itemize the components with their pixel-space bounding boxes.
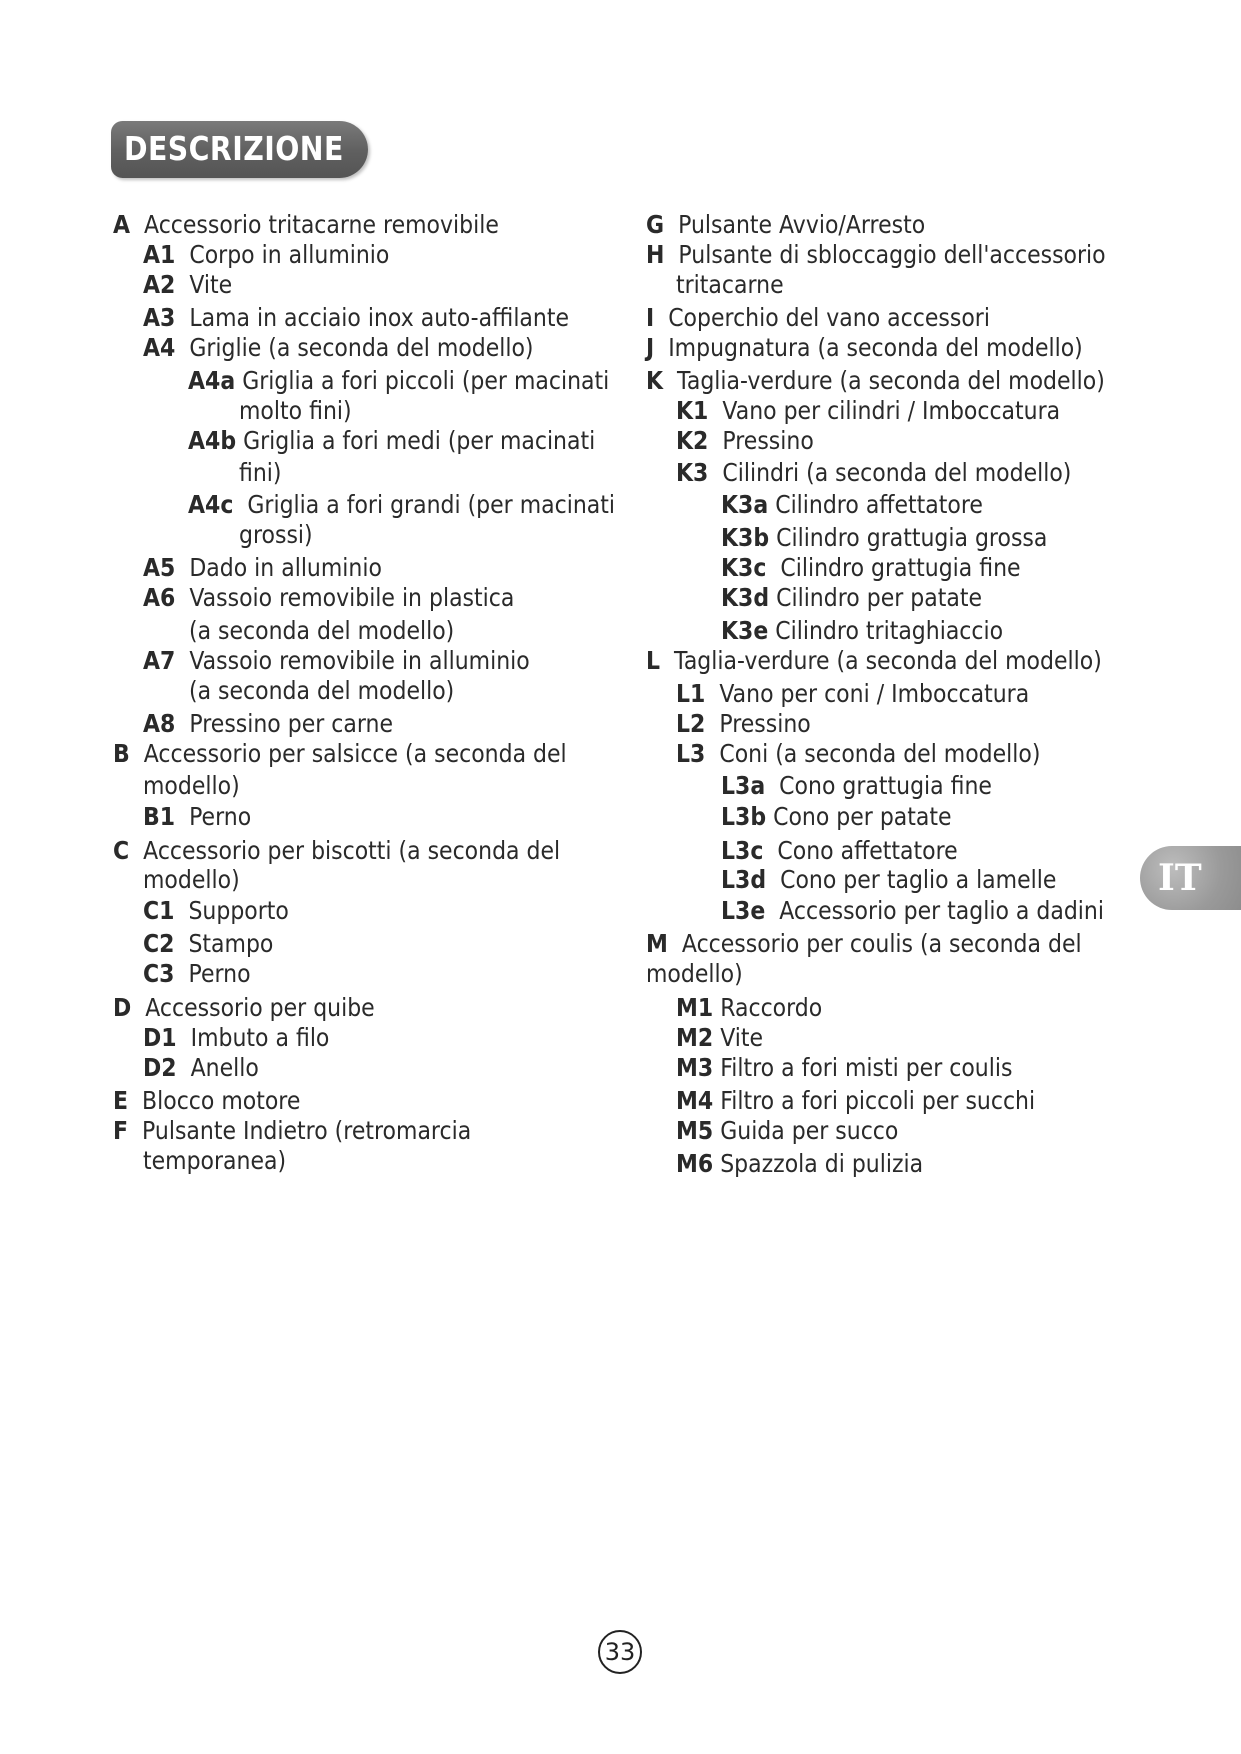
- item-text: Dado in alluminio: [189, 553, 382, 582]
- item-text-continued: temporanea): [143, 1146, 287, 1175]
- item-code: A1: [143, 240, 176, 269]
- item-code: H: [646, 240, 665, 269]
- item-code: B: [113, 739, 130, 768]
- item-code: E: [113, 1086, 129, 1115]
- list-item: [721, 896, 1104, 926]
- item-text-continued: tritacarne: [676, 270, 784, 299]
- item-text: Guida per succo: [720, 1116, 899, 1145]
- item-text: Raccordo: [720, 993, 823, 1022]
- item-text: Filtro a fori misti per coulis: [720, 1053, 1013, 1082]
- item-text: Griglia a fori medi (per macinati: [243, 426, 596, 455]
- item-code: K1: [676, 396, 709, 425]
- item-code: J: [646, 333, 655, 362]
- list-item: [676, 458, 1071, 488]
- item-code: A4: [143, 333, 176, 362]
- list-item: [143, 896, 289, 926]
- item-text: Vano per coni / Imboccatura: [719, 679, 1030, 708]
- list-item: [676, 709, 811, 739]
- item-code: K3e: [721, 616, 769, 645]
- item-text-continued: grossi): [239, 520, 313, 549]
- item-text-continued: (a seconda del modello): [189, 616, 455, 645]
- item-code: L3e: [721, 896, 766, 925]
- item-text: Cono affettatore: [777, 836, 958, 865]
- item-text: Vassoio removibile in alluminio: [189, 646, 530, 675]
- item-text: Taglia-verdure (a seconda del modello): [674, 646, 1102, 675]
- item-text: Lama in acciaio inox auto-affilante: [189, 303, 570, 332]
- item-code: A4b: [188, 426, 237, 455]
- item-text: Griglia a fori grandi (per macinati: [247, 490, 615, 519]
- item-code: F: [113, 1116, 129, 1145]
- list-item: [143, 583, 514, 613]
- item-text: Cilindro affettatore: [775, 490, 983, 519]
- item-text: Vassoio removibile in plastica: [189, 583, 515, 612]
- list-item: [143, 929, 273, 959]
- list-item: [721, 836, 958, 866]
- item-code: M4: [676, 1086, 714, 1115]
- item-text: Impugnatura (a seconda del modello): [668, 333, 1083, 362]
- list-item: [143, 709, 393, 739]
- item-text-continued: molto fini): [239, 396, 352, 425]
- item-code: L: [646, 646, 661, 675]
- list-item: [721, 802, 952, 832]
- item-text: Accessorio tritacarne removibile: [144, 210, 499, 239]
- item-text: Perno: [188, 959, 251, 988]
- item-code: M1: [676, 993, 714, 1022]
- item-code: K3b: [721, 523, 770, 552]
- item-code: M6: [676, 1149, 714, 1178]
- item-text-continued: modello): [646, 959, 743, 988]
- item-code: M2: [676, 1023, 714, 1052]
- list-item: [143, 959, 251, 989]
- item-text: Coni (a seconda del modello): [719, 739, 1041, 768]
- item-text: Corpo in alluminio: [189, 240, 390, 269]
- list-item: [721, 865, 1056, 895]
- list-item: [676, 739, 1040, 769]
- list-item: [646, 929, 1082, 959]
- item-code: L1: [676, 679, 706, 708]
- item-code: C1: [143, 896, 175, 925]
- item-text: Pressino: [719, 709, 811, 738]
- item-code: M3: [676, 1053, 714, 1082]
- list-item: [188, 490, 615, 520]
- item-text: Accessorio per salsicce (a seconda del: [143, 739, 567, 768]
- list-item: [676, 396, 1060, 426]
- list-item: [721, 771, 992, 801]
- list-item: [113, 1086, 300, 1116]
- item-code: D1: [143, 1023, 177, 1052]
- item-text: Anello: [190, 1053, 259, 1082]
- list-item: [676, 1053, 1012, 1083]
- list-item: [113, 993, 375, 1023]
- item-text: Pulsante di sbloccaggio dell'accessorio: [678, 240, 1106, 269]
- item-text: Pulsante Indietro (retromarcia: [142, 1116, 472, 1145]
- item-text: Spazzola di pulizia: [720, 1149, 924, 1178]
- item-text: Vano per cilindri / Imboccatura: [722, 396, 1061, 425]
- list-item: [143, 333, 534, 363]
- item-text: Vite: [720, 1023, 764, 1052]
- list-item: [721, 490, 983, 520]
- item-text: Accessorio per coulis (a seconda del: [681, 929, 1082, 958]
- item-text-continued: (a seconda del modello): [189, 676, 455, 705]
- item-code: C3: [143, 959, 175, 988]
- list-item: [676, 993, 822, 1023]
- item-text: Taglia-verdure (a seconda del modello): [677, 366, 1105, 395]
- item-text: Cilindro per patate: [776, 583, 982, 612]
- list-item: [143, 1023, 329, 1053]
- list-item: [143, 240, 389, 270]
- item-code: L3d: [721, 865, 767, 894]
- item-text: Perno: [189, 802, 252, 831]
- list-item: [646, 303, 990, 333]
- item-text: Supporto: [188, 896, 289, 925]
- list-item: [721, 523, 1047, 553]
- item-code: A2: [143, 270, 176, 299]
- list-item: [188, 366, 609, 396]
- item-code: L3c: [721, 836, 764, 865]
- item-code: I: [646, 303, 655, 332]
- item-text: Imbuto a filo: [190, 1023, 330, 1052]
- item-code: A5: [143, 553, 176, 582]
- item-text: Pulsante Avvio/Arresto: [678, 210, 926, 239]
- item-code: A3: [143, 303, 176, 332]
- list-item: [676, 1023, 763, 1053]
- item-code: A4a: [188, 366, 236, 395]
- list-item: [676, 679, 1029, 709]
- list-item: [143, 1053, 259, 1083]
- item-text: Pressino per carne: [189, 709, 394, 738]
- list-item: [646, 333, 1083, 363]
- item-code: M: [646, 929, 668, 958]
- item-text: Coperchio del vano accessori: [668, 303, 990, 332]
- list-item: [113, 210, 499, 240]
- item-text: Cilindro tritaghiaccio: [775, 616, 1004, 645]
- item-text: Cono per taglio a lamelle: [780, 865, 1057, 894]
- item-code: D2: [143, 1053, 177, 1082]
- list-item: [143, 802, 251, 832]
- item-text: Accessorio per taglio a dadini: [779, 896, 1104, 925]
- item-code: G: [646, 210, 665, 239]
- item-code: K: [646, 366, 664, 395]
- item-text: Filtro a fori piccoli per succhi: [720, 1086, 1036, 1115]
- language-tab-label: IT: [1158, 857, 1202, 899]
- item-text: Vite: [189, 270, 233, 299]
- item-code: K2: [676, 426, 709, 455]
- list-item: [721, 553, 1021, 583]
- list-item: [676, 426, 814, 456]
- item-code: K3d: [721, 583, 770, 612]
- item-text-continued: fini): [239, 458, 282, 487]
- list-item: [143, 270, 232, 300]
- item-code: A8: [143, 709, 176, 738]
- item-code: D: [113, 993, 132, 1022]
- item-text: Cilindro grattugia grossa: [776, 523, 1048, 552]
- item-code: C2: [143, 929, 175, 958]
- list-item: [646, 240, 1106, 270]
- list-item: [143, 646, 530, 676]
- item-code: L2: [676, 709, 706, 738]
- item-code: M5: [676, 1116, 714, 1145]
- list-item: [721, 583, 982, 613]
- item-text: Cono per patate: [773, 802, 952, 831]
- item-code: L3a: [721, 771, 766, 800]
- item-text: Blocco motore: [142, 1086, 301, 1115]
- item-text: Griglie (a seconda del modello): [189, 333, 534, 362]
- item-text-continued: modello): [143, 771, 240, 800]
- item-text: Accessorio per quibe: [145, 993, 375, 1022]
- page-number: 33: [598, 1630, 642, 1674]
- item-text: Cilindri (a seconda del modello): [722, 458, 1072, 487]
- item-text: Cilindro grattugia fine: [780, 553, 1021, 582]
- item-code: C: [113, 836, 130, 865]
- list-item: [143, 303, 569, 333]
- item-text-continued: modello): [143, 865, 240, 894]
- item-text: Cono grattugia fine: [779, 771, 992, 800]
- list-item: [676, 1086, 1035, 1116]
- item-text: Griglia a fori piccoli (per macinati: [242, 366, 610, 395]
- page-title: DESCRIZIONE: [124, 129, 344, 168]
- list-item: [676, 1116, 898, 1146]
- item-code: A4c: [188, 490, 234, 519]
- item-code: L3b: [721, 802, 767, 831]
- item-code: K3a: [721, 490, 769, 519]
- list-item: [143, 553, 382, 583]
- item-code: A7: [143, 646, 176, 675]
- item-text: Stampo: [188, 929, 274, 958]
- item-code: A6: [143, 583, 176, 612]
- list-item: [721, 616, 1003, 646]
- list-item: [113, 739, 567, 769]
- list-item: [646, 366, 1105, 396]
- item-code: K3: [676, 458, 709, 487]
- list-item: [188, 426, 595, 456]
- list-item: [646, 210, 925, 240]
- item-code: L3: [676, 739, 706, 768]
- item-code: A: [113, 210, 131, 239]
- list-item: [113, 836, 560, 866]
- list-item: [676, 1149, 923, 1179]
- item-text: Pressino: [722, 426, 814, 455]
- item-code: B1: [143, 802, 176, 831]
- item-text: Accessorio per biscotti (a seconda del: [143, 836, 561, 865]
- item-code: K3c: [721, 553, 767, 582]
- list-item: [646, 646, 1102, 676]
- list-item: [113, 1116, 471, 1146]
